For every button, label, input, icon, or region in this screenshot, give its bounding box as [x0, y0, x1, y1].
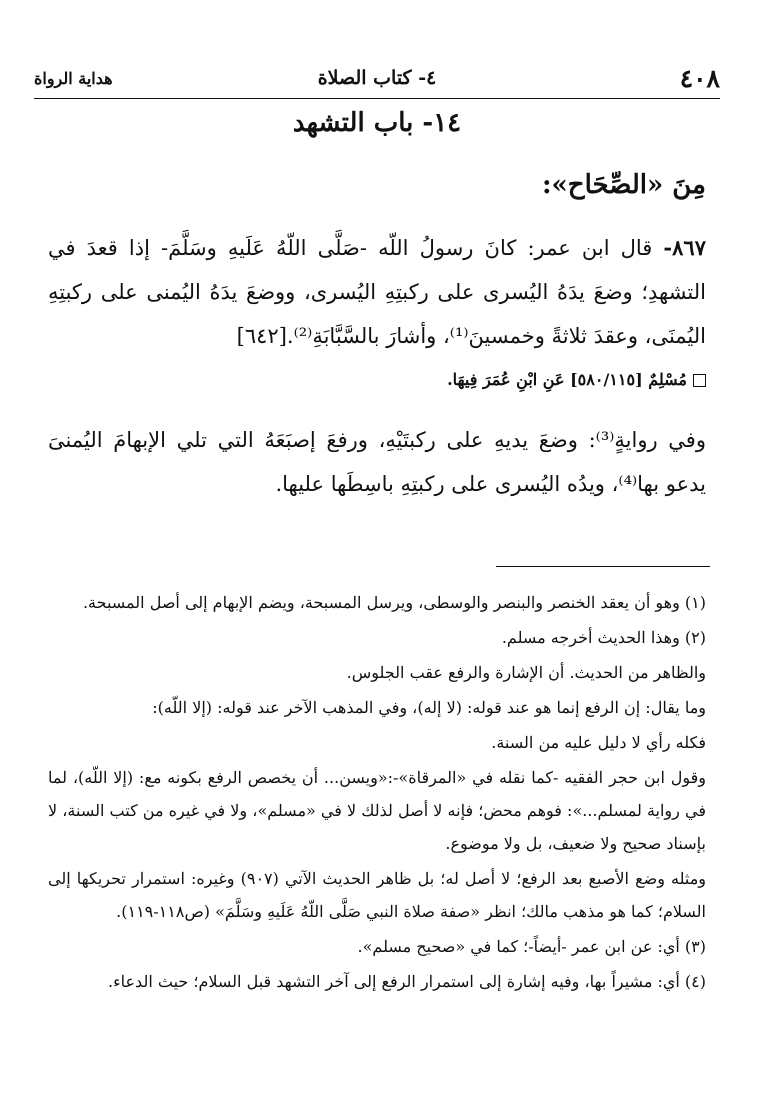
footnote-item: (٤) أي: مشيراً بها، وفيه إشارة إلى استمرار الرفع إلى آخر التشهد قبل السلام؛ حيث الدعاء.	[108, 972, 706, 991]
narration-paragraph: وفي روايةٍ⁽³⁾: وضعَ يديهِ على ركبتَيْهِ، ورفعَ إصبَعَهُ التي تلي الإبهامَ اليُمنىَ يدعو بها⁽⁴⁾، ويدُه اليُسرى على ركبتِهِ باسِطَها عليها.	[48, 428, 706, 496]
footnote-item: والظاهر من الحديث. أن الإشارة والرفع عقب الجلوس.	[346, 663, 706, 682]
source-note	[48, 370, 706, 389]
footnote-item: (١) وهو أن يعقد الخنصر والبنصر والوسطى، ويرسل المسبحة، ويضم الإبهام إلى أصل المسبحة.	[82, 593, 706, 612]
footnote-item: (٢) وهذا الحديث أخرجه مسلم.	[501, 628, 706, 647]
footnote-item: فكله رأي لا دليل عليه من السنة.	[491, 733, 706, 752]
hadith-paragraph	[48, 226, 706, 358]
footnote-item: ومثله وضع الأصبع بعد الرفع؛ لا أصل له؛ بل ظاهر الحديث الآتي (٩٠٧) وغيره: استمرار تحريكها إلى السلام؛ كما هو مذهب مالك؛ انظر «صفة صلاة النبي صَلَّى اللّهُ عَلَيهِ وسَلَّمَ» (ص١١٨-١١٩).	[48, 869, 706, 921]
footnote-separator	[496, 566, 710, 567]
footnotes	[48, 586, 706, 1000]
hadith-text: قال ابن عمر: كانَ رسولُ اللّه -صَلَّى اللّهُ عَلَيهِ وسَلَّمَ- إذا قعدَ في التشهدِ؛ وضعَ يدَهُ اليُسرى على ركبتِهِ اليُسرى، ووضعَ يدَهُ اليُمنى على ركبتِهِ اليُمنَى، وعقدَ ثلاثةً وخمسينَ⁽¹⁾، وأشارَ بالسَّبَّابَةِ⁽²⁾.[٦٤٢]	[48, 236, 706, 348]
chapter-heading: ١٤- باب التشهد	[292, 108, 462, 138]
running-book-title: هداية الرواة	[34, 68, 113, 88]
page-header	[34, 58, 720, 98]
source-note-text: مُسْلِمٌ [٥٨٠/١١٥] عَنِ ابْنِ عُمَرَ فِيهَا.	[447, 370, 687, 389]
footnote-item: (٣) أي: عن ابن عمر -أيضاً-؛ كما في «صحيح مسلم».	[357, 937, 706, 956]
footnote-item: وما يقال: إن الرفع إنما هو عند قوله: (لا إله)، وفي المذهب الآخر عند قوله: (إلا اللّه):	[152, 698, 706, 717]
footnote-item: وقول ابن حجر الفقيه -كما نقله في «المرقاة»-:«ويسن... أن يخصص الرفع بكونه مع: (إلا اللّه)، لما في رواية لمسلم...»: فوهم محض؛ فإنه لا أصل لذلك لا في «مسلم»، ولا في غيره من كتب السنة، لا بإسناد صحيح ولا ضعيف، بل ولا موضوع.	[48, 768, 706, 853]
section-heading: مِنَ «الصِّحَاح»:	[541, 170, 706, 200]
page-number: ٤٠٨	[679, 63, 720, 93]
square-bullet-icon	[693, 374, 706, 387]
hadith-number: ٨٦٧-	[663, 235, 706, 260]
header-rule	[34, 98, 720, 99]
running-chapter-title: ٤- كتاب الصلاة	[317, 67, 437, 89]
